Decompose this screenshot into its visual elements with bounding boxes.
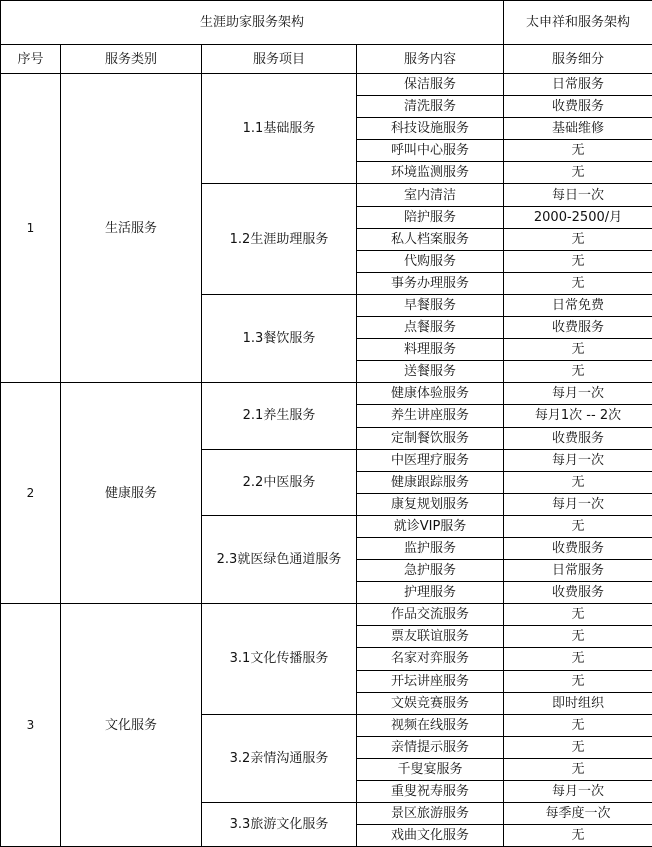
service-detail-cell: 每月一次: [504, 781, 652, 803]
service-content-cell: 科技设施服务: [357, 118, 504, 140]
service-content-cell: 室内清洁: [357, 184, 504, 206]
service-project-cell: 1.2生涯助理服务: [202, 184, 357, 294]
service-content-cell: 戏曲文化服务: [357, 825, 504, 847]
service-detail-cell: 日常服务: [504, 74, 652, 96]
category-name-cell: 生活服务: [61, 74, 202, 383]
service-detail-cell: 无: [504, 626, 652, 648]
service-detail-cell: 每月1次 -- 2次: [504, 405, 652, 427]
service-detail-cell: 每季度一次: [504, 803, 652, 825]
service-detail-cell: 无: [504, 648, 652, 670]
service-detail-cell: 无: [504, 758, 652, 780]
service-project-cell: 2.1养生服务: [202, 383, 357, 449]
service-content-cell: 护理服务: [357, 582, 504, 604]
service-content-cell: 就诊VIP服务: [357, 515, 504, 537]
service-detail-cell: 即时组织: [504, 692, 652, 714]
service-project-cell: 3.3旅游文化服务: [202, 803, 357, 847]
service-project-cell: 3.2亲情沟通服务: [202, 714, 357, 802]
column-header-category: 服务类别: [61, 45, 202, 74]
service-content-cell: 代购服务: [357, 250, 504, 272]
title-row: [1, 1, 652, 45]
service-detail-cell: 无: [504, 714, 652, 736]
left-architecture-title: 生涯助家服务架构: [1, 1, 504, 45]
service-detail-cell: 每月一次: [504, 449, 652, 471]
category-index-cell: 2: [1, 383, 61, 604]
service-detail-cell: 基础维修: [504, 118, 652, 140]
service-project-cell: 2.2中医服务: [202, 449, 357, 515]
service-detail-cell: 无: [504, 670, 652, 692]
service-detail-cell: 无: [504, 272, 652, 294]
table-row: [1, 383, 652, 405]
service-content-cell: 养生讲座服务: [357, 405, 504, 427]
service-content-cell: 票友联谊服务: [357, 626, 504, 648]
service-detail-cell: 无: [504, 604, 652, 626]
service-project-cell: 3.1文化传播服务: [202, 604, 357, 714]
service-content-cell: 景区旅游服务: [357, 803, 504, 825]
service-project-cell: 2.3就医绿色通道服务: [202, 515, 357, 603]
service-content-cell: 千叟宴服务: [357, 758, 504, 780]
service-detail-cell: 收费服务: [504, 427, 652, 449]
service-content-cell: 康复规划服务: [357, 493, 504, 515]
service-detail-cell: 无: [504, 825, 652, 847]
category-index-cell: 1: [1, 74, 61, 383]
service-detail-cell: 无: [504, 140, 652, 162]
service-content-cell: 急护服务: [357, 560, 504, 582]
column-header-detail: 服务细分: [504, 45, 652, 74]
service-detail-cell: 收费服务: [504, 317, 652, 339]
category-index-cell: 3: [1, 604, 61, 847]
service-detail-cell: 收费服务: [504, 96, 652, 118]
service-detail-cell: 日常服务: [504, 560, 652, 582]
service-content-cell: 环境监测服务: [357, 162, 504, 184]
service-content-cell: 开坛讲座服务: [357, 670, 504, 692]
table-body: [1, 1, 652, 847]
service-detail-cell: 无: [504, 162, 652, 184]
service-content-cell: 送餐服务: [357, 361, 504, 383]
service-content-cell: 陪护服务: [357, 206, 504, 228]
service-content-cell: 重叟祝寿服务: [357, 781, 504, 803]
category-name-cell: 健康服务: [61, 383, 202, 604]
service-content-cell: 作品交流服务: [357, 604, 504, 626]
column-header-index: 序号: [1, 45, 61, 74]
service-detail-cell: 无: [504, 250, 652, 272]
service-detail-cell: 无: [504, 515, 652, 537]
service-content-cell: 定制餐饮服务: [357, 427, 504, 449]
service-detail-cell: 每日一次: [504, 184, 652, 206]
service-content-cell: 清洗服务: [357, 96, 504, 118]
service-project-cell: 1.1基础服务: [202, 74, 357, 184]
service-detail-cell: 收费服务: [504, 582, 652, 604]
service-detail-cell: 无: [504, 228, 652, 250]
service-content-cell: 健康跟踪服务: [357, 471, 504, 493]
service-content-cell: 名家对弈服务: [357, 648, 504, 670]
service-detail-cell: 无: [504, 361, 652, 383]
service-content-cell: 亲情提示服务: [357, 736, 504, 758]
service-project-cell: 1.3餐饮服务: [202, 294, 357, 382]
category-name-cell: 文化服务: [61, 604, 202, 847]
service-detail-cell: 无: [504, 736, 652, 758]
service-content-cell: 文娱竞赛服务: [357, 692, 504, 714]
service-content-cell: 事务办理服务: [357, 272, 504, 294]
service-content-cell: 早餐服务: [357, 294, 504, 316]
right-architecture-title: 太申祥和服务架构: [504, 1, 652, 45]
column-header-project: 服务项目: [202, 45, 357, 74]
table-row: [1, 604, 652, 626]
table-row: [1, 74, 652, 96]
service-detail-cell: 每月一次: [504, 383, 652, 405]
service-detail-cell: 收费服务: [504, 537, 652, 559]
service-detail-cell: 无: [504, 471, 652, 493]
service-detail-cell: 2000-2500/月: [504, 206, 652, 228]
service-detail-cell: 无: [504, 339, 652, 361]
service-detail-cell: 每月一次: [504, 493, 652, 515]
service-content-cell: 料理服务: [357, 339, 504, 361]
service-detail-cell: 日常免费: [504, 294, 652, 316]
service-content-cell: 私人档案服务: [357, 228, 504, 250]
service-content-cell: 呼叫中心服务: [357, 140, 504, 162]
service-content-cell: 视频在线服务: [357, 714, 504, 736]
service-content-cell: 健康体验服务: [357, 383, 504, 405]
service-content-cell: 中医理疗服务: [357, 449, 504, 471]
column-header-row: [1, 45, 652, 74]
service-content-cell: 保洁服务: [357, 74, 504, 96]
service-content-cell: 监护服务: [357, 537, 504, 559]
service-content-cell: 点餐服务: [357, 317, 504, 339]
column-header-content: 服务内容: [357, 45, 504, 74]
